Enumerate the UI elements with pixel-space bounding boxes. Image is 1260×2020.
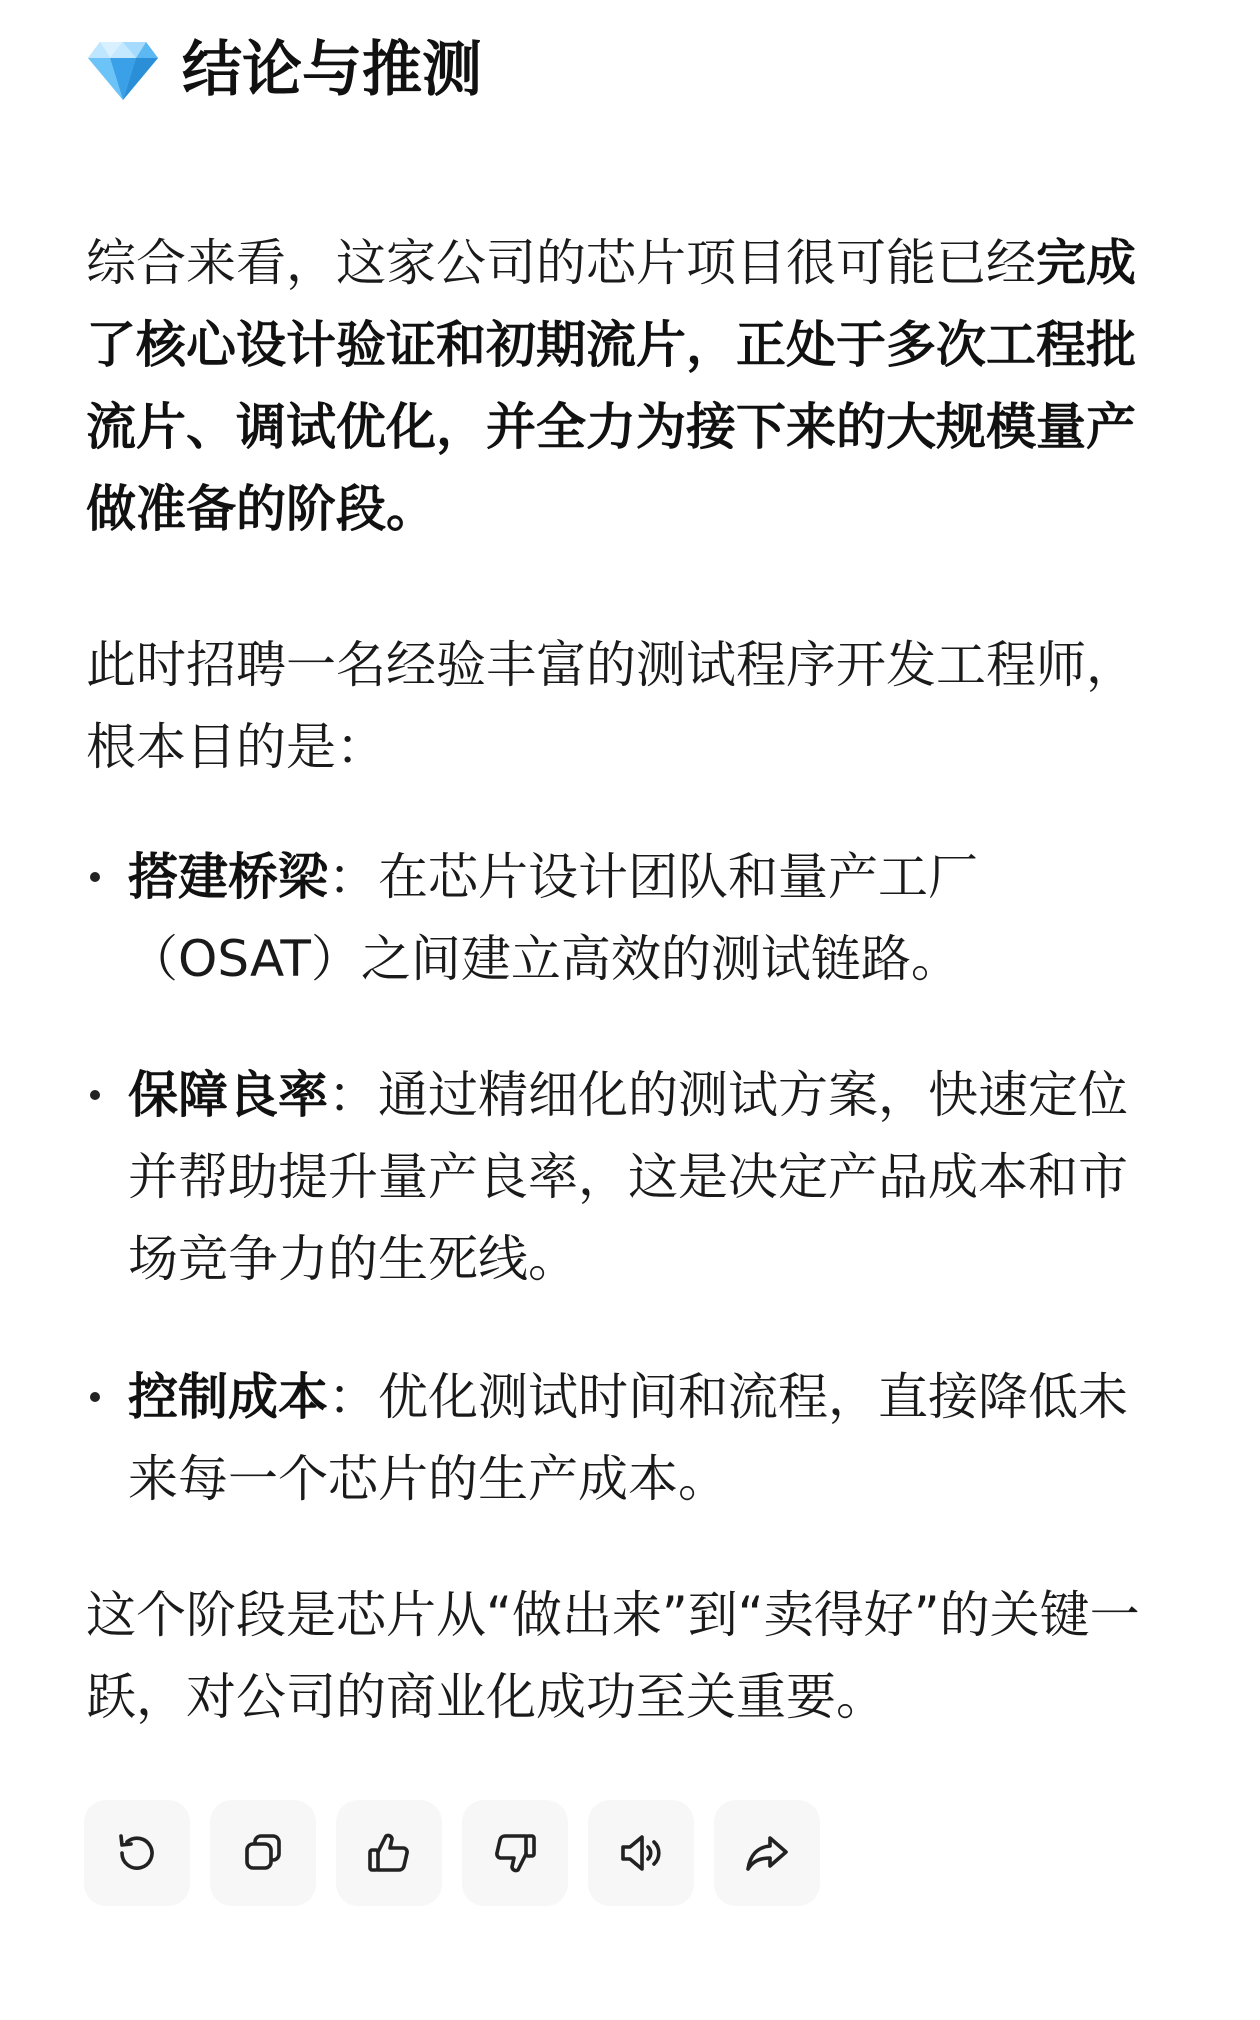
like-button[interactable] [336,1800,442,1906]
speaker-icon [616,1828,666,1878]
gem-icon [86,38,160,102]
regenerate-button[interactable] [84,1800,190,1906]
list-item-label: 保障良率 [128,1066,328,1124]
purpose-paragraph: 此时招聘一名经验丰富的测试程序开发工程师，根本目的是： [86,636,1136,776]
conclusion-paragraph: 这个阶段是芯片从“做出来”到“卖得好”的关键一跃，对公司的商业化成功至关重要。 [86,1586,1140,1726]
list-item-text: 在芯片设计团队和量产工厂（OSAT）之间建立高效的测试链路。 [128,848,978,988]
copy-icon [238,1828,288,1878]
list-item [86,836,1176,1000]
share-icon [742,1828,792,1878]
response-toolbar [84,1800,820,1906]
summary-text: 综合来看，这家公司的芯片项目很可能已经 [86,234,1036,292]
list-item-separator: ： [328,1066,378,1124]
summary-bold-text: 完成了核心设计验证和初期流片，正处于多次工程批流片、调试优化，并全力为接下来的大规模量产做准备的阶段。 [86,234,1136,538]
read-aloud-button[interactable] [588,1800,694,1906]
refresh-icon [112,1828,162,1878]
list-item [86,1054,1176,1300]
list-item-label: 搭建桥梁 [128,848,328,906]
list-item-text: 通过精细化的测试方案，快速定位并帮助提升量产良率，这是决定产品成本和市场竞争力的生死线。 [128,1066,1128,1288]
list-item-text: 优化测试时间和流程，直接降低未来每一个芯片的生产成本。 [128,1368,1128,1508]
share-button[interactable] [714,1800,820,1906]
section-header [86,30,482,110]
list-item [86,1356,1176,1520]
list-item-label: 控制成本 [128,1368,328,1426]
thumbs-up-icon [364,1828,414,1878]
bullet-dot-icon [90,872,100,882]
page-title: 结论与推测 [182,35,482,105]
bullet-dot-icon [90,1392,100,1402]
copy-button[interactable] [210,1800,316,1906]
dislike-button[interactable] [462,1800,568,1906]
summary-paragraph [86,222,1176,550]
bullet-dot-icon [90,1090,100,1100]
list-item-separator: ： [328,1368,378,1426]
list-item-separator: ： [328,848,378,906]
thumbs-down-icon [490,1828,540,1878]
